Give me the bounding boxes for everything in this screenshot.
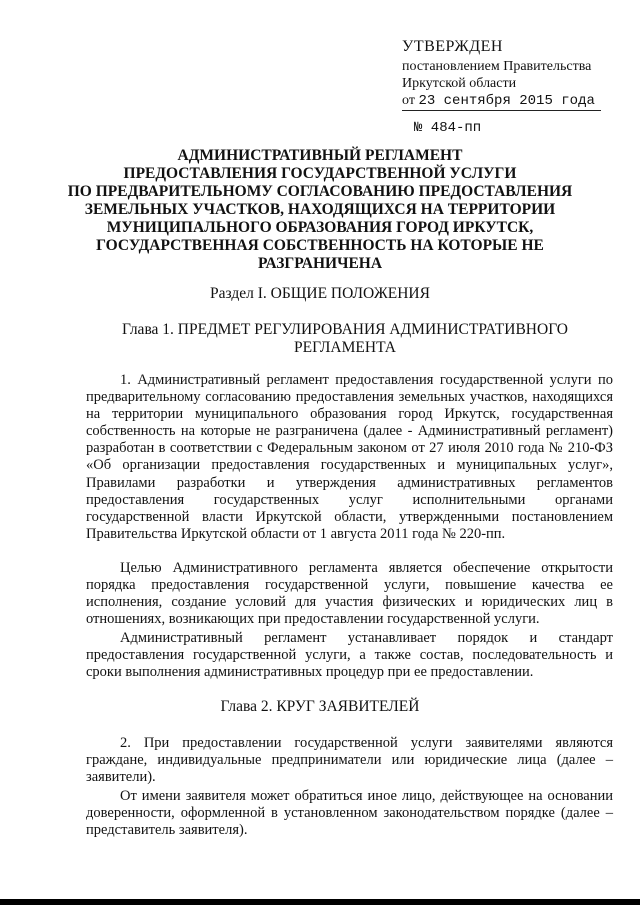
paragraph: Административный регламент устанавливает порядок и стандарт предоставления государственной услуги, а также состав, последовательность и сроки выполнения административных процедур при ее предоставлении.	[86, 630, 613, 681]
title-line: АДМИНИСТРАТИВНЫЙ РЕГЛАМЕНТ	[177, 147, 463, 164]
scan-edge-bar	[0, 899, 640, 905]
approval-line-1: постановлением Правительства	[402, 59, 592, 74]
section-heading: Раздел I. ОБЩИЕ ПОЛОЖЕНИЯ	[210, 285, 430, 302]
title-line: ПРЕДОСТАВЛЕНИЯ ГОСУДАРСТВЕННОЙ УСЛУГИ	[123, 165, 517, 182]
chapter-1-heading	[110, 321, 580, 357]
document-title	[60, 147, 580, 273]
title-line: МУНИЦИПАЛЬНОГО ОБРАЗОВАНИЯ ГОРОД ИРКУТСК,	[106, 219, 534, 236]
chapter-2-heading: Глава 2. КРУГ ЗАЯВИТЕЛЕЙ	[220, 698, 420, 715]
title-line: ПО ПРЕДВАРИТЕЛЬНОМУ СОГЛАСОВАНИЮ ПРЕДОСТАВЛЕНИЯ	[67, 183, 573, 200]
approval-date-prefix: от	[402, 93, 415, 108]
approval-number: № 484-пп	[414, 120, 482, 136]
paragraph: От имени заявителя может обратиться иное лицо, действующее на основании доверенности, оформленной в установленном законодательством порядке (далее – представитель заявителя).	[86, 788, 613, 839]
chapter-1-line-1: Глава 1. ПРЕДМЕТ РЕГУЛИРОВАНИЯ АДМИНИСТРАТИВНОГО	[122, 321, 568, 338]
title-line: РАЗГРАНИЧЕНА	[257, 255, 383, 272]
approval-heading: УТВЕРЖДЕН	[402, 38, 503, 55]
paragraph: 2. При предоставлении государственной услуги заявителями являются граждане, индивидуальные предприниматели или юридические лица (далее – заявители).	[86, 735, 613, 786]
paragraph: Целью Административного регламента является обеспечение открытости порядка предоставления государственной услуги, повышение качества ее исполнения, создание условий для участия физических и юридических лиц в отношениях, возникающих при предоставлении государственной услуги.	[86, 560, 613, 628]
title-line: ЗЕМЕЛЬНЫХ УЧАСТКОВ, НАХОДЯЩИХСЯ НА ТЕРРИТОРИИ	[84, 201, 556, 218]
approval-line-2: Иркутской области	[402, 76, 517, 91]
approval-date: 23 сентября 2015 года	[418, 93, 595, 109]
chapter-1-line-2: РЕГЛАМЕНТА	[294, 339, 396, 356]
paragraph: 1. Административный регламент предоставления государственной услуги по предварительному согласованию предоставления земельных участков, находящихся на территории муниципального образования город Иркутск, государственная собственность на которые не разграничена (далее - Административный регламент) разработан в соответствии с Федеральным законом от 27 июля 2010 года № 210-ФЗ «Об организации предоставления государственных и муниципальных услуг», Правилами разработки и утверждения административных регламентов предоставления государственных услуг исполнительными органами государственной власти Иркутской области, утвержденными постановлением Правительства Иркутской области от 1 августа 2011 года № 220-пп.	[86, 372, 613, 542]
approval-stamp	[402, 38, 632, 137]
approval-date-line	[402, 92, 632, 111]
title-line: ГОСУДАРСТВЕННАЯ СОБСТВЕННОСТЬ НА КОТОРЫЕ НЕ	[96, 237, 544, 254]
